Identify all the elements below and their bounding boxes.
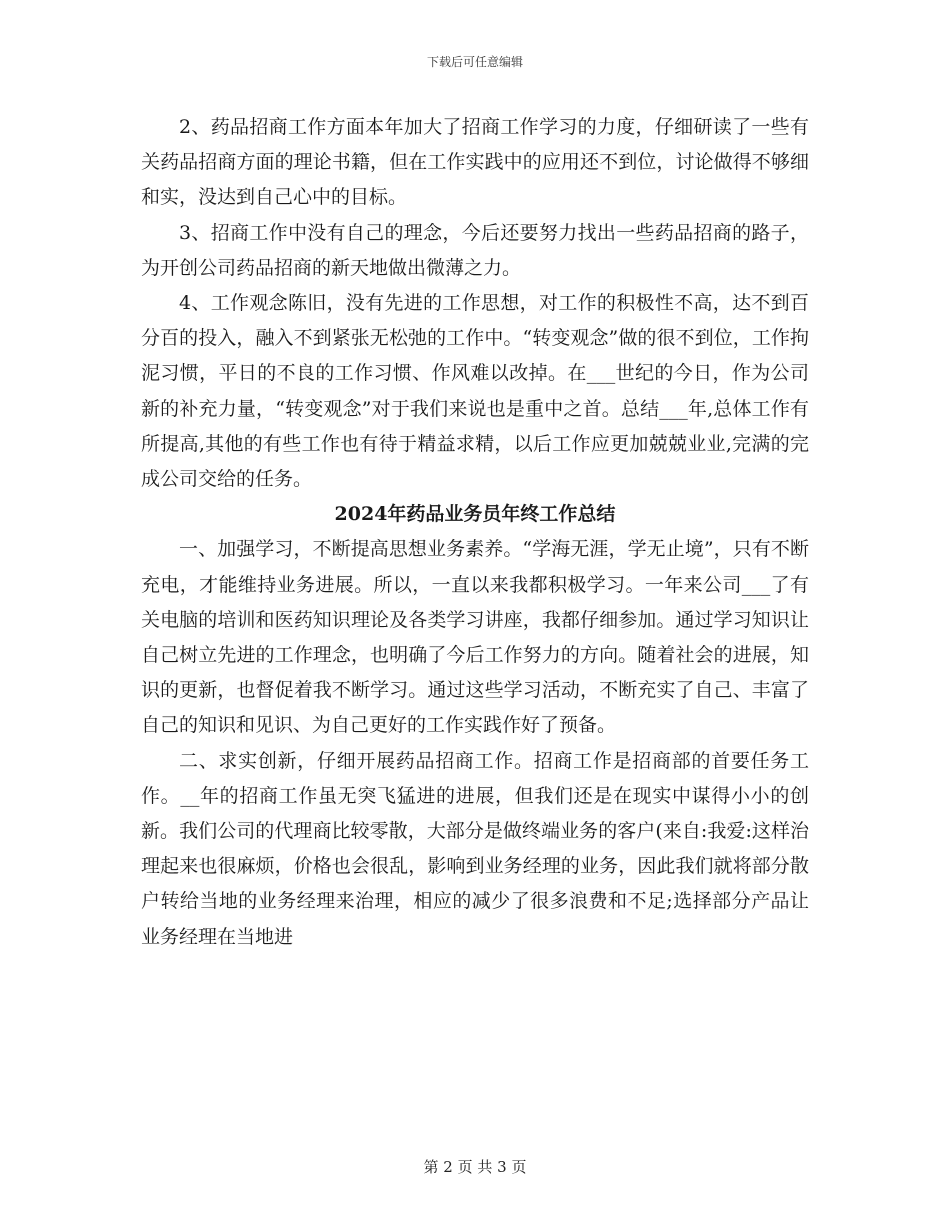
section-title: 2024年药品业务员年终工作总结 (334, 503, 616, 526)
paragraph-section-2: 二、求实创新，仔细开展药品招商工作。招商工作是招商部的首要任务工作。__年的招商工作虽无突飞猛进的进展，但我们还是在现实中谋得小小的创新。我们公司的代理商比较零散，大部分是做终端业务的客户(来自:我爱:这样治理起来也很麻烦，价格也会很乱，影响到业务经理的业务，因此我们就将部分散户转给当地的业务经理来治理，相应的减少了很多浪费和不足;选择部分产品让业务经理在当地进 (141, 749, 809, 948)
page-header-note: 下载后可任意编辑 (426, 55, 523, 69)
paragraph-item-2: 2、药品招商工作方面本年加大了招商工作学习的力度，仔细研读了一些有关药品招商方面的理论书籍，但在工作实践中的应用还不到位，讨论做得不够细和实，没达到自己心中的目标。 (141, 116, 809, 209)
paragraph-item-3: 3、招商工作中没有自己的理念，今后还要努力找出一些药品招商的路子，为开创公司药品招商的新天地做出微薄之力。 (141, 221, 809, 279)
paragraph-section-1: 一、加强学习，不断提高思想业务素养。“学海无涯，学无止境”，只有不断充电，才能维持业务进展。所以，一直以来我都积极学习。一年来公司___了有关电脑的培训和医药知识理论及各类学习讲座，我都仔细参加。通过学习知识让自己树立先进的工作理念，也明确了今后工作努力的方向。随着社会的进展，知识的更新，也督促着我不断学习。通过这些学习活动，不断充实了自己、丰富了自己的知识和见识、为自己更好的工作实践作好了预备。 (141, 538, 809, 737)
page-number: 第 2 页 共 3 页 (423, 1158, 527, 1176)
document-body (141, 110, 809, 955)
paragraph-item-4: 4、工作观念陈旧，没有先进的工作思想，对工作的积极性不高，达不到百分百的投入，融入不到紧张无松弛的工作中。“转变观念”做的很不到位，工作拘泥习惯，平日的不良的工作习惯、作风难以改掉。在___世纪的今日，作为公司新的补充力量，“转变观念”对于我们来说也是重中之首。总结___年,总体工作有所提高,其他的有些工作也有待于精益求精，以后工作应更加兢兢业业,完满的完成公司交给的任务。 (141, 292, 809, 491)
